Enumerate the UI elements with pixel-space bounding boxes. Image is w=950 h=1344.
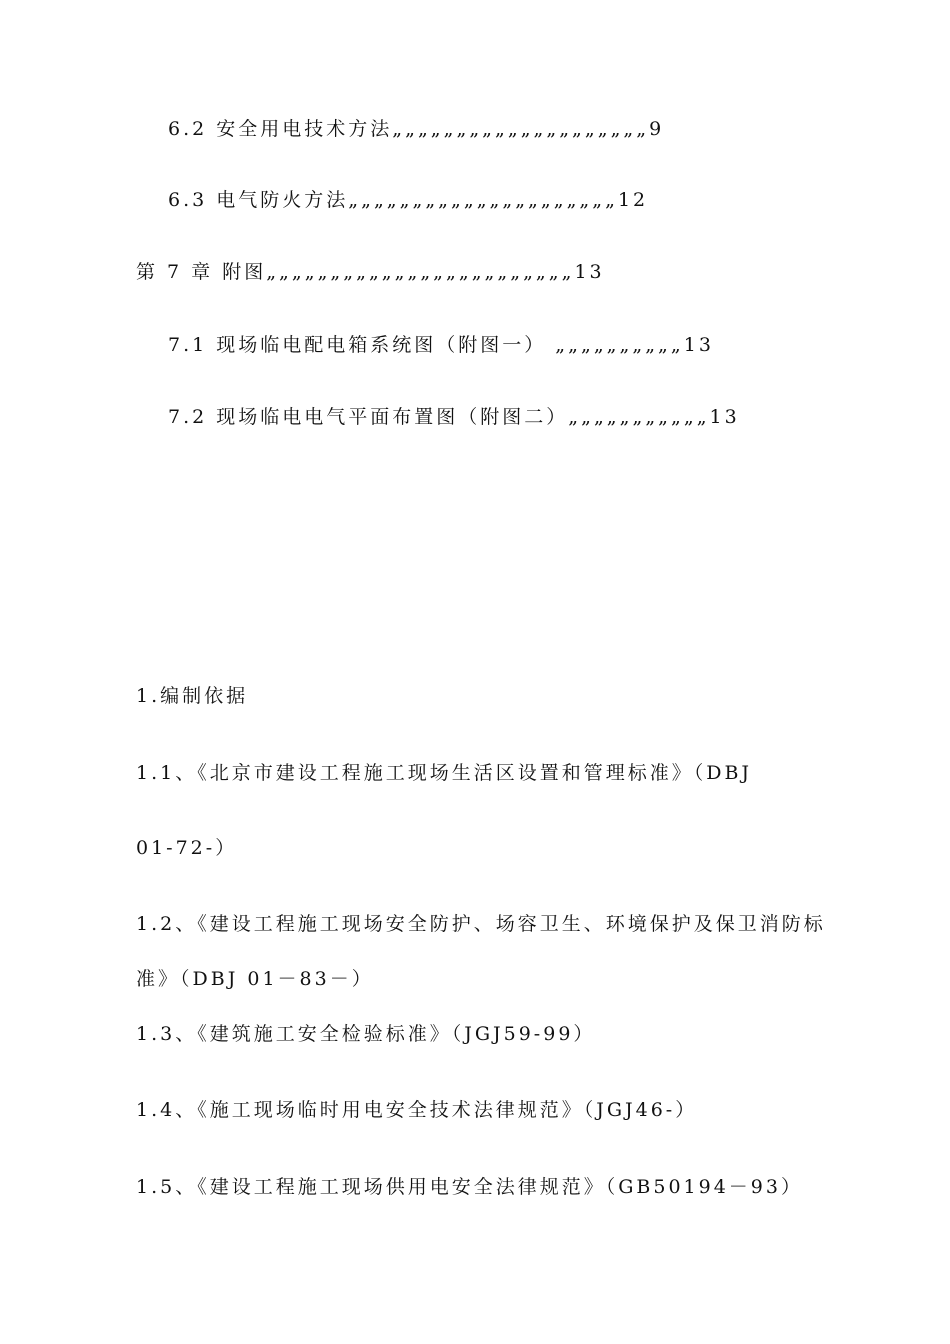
toc-entry-chapter-7: 第 7 章 附图„„„„„„„„„„„„„„„„„„„„„„„„13 (136, 261, 605, 283)
reference-item-1-2: 1.2、《建设工程施工现场安全防护、场容卫生、环境保护及保卫消防标 (136, 913, 826, 935)
reference-item-1-5: 1.5、《建设工程施工现场供用电安全法律规范》（GB50194－93） (136, 1176, 803, 1198)
section-heading: 1.编制依据 (136, 685, 249, 707)
reference-item-1-1-continued: 01-72-） (136, 837, 238, 859)
reference-item-1-2-continued: 准》（DBJ 01－83－） (136, 968, 374, 990)
toc-entry-7-2: 7.2 现场临电电气平面布置图（附图二）„„„„„„„„„„„13 (168, 406, 740, 428)
reference-item-1-3: 1.3、《建筑施工安全检验标准》（JGJ59-99） (136, 1023, 596, 1045)
reference-item-1-1: 1.1、《北京市建设工程施工现场生活区设置和管理标准》（DBJ (136, 762, 753, 784)
toc-entry-6-2: 6.2 安全用电技术方法„„„„„„„„„„„„„„„„„„„„9 (168, 118, 665, 140)
toc-entry-6-3: 6.3 电气防火方法„„„„„„„„„„„„„„„„„„„„„12 (168, 189, 649, 211)
toc-entry-7-1: 7.1 现场临电配电箱系统图（附图一） „„„„„„„„„„13 (168, 334, 714, 356)
reference-item-1-4: 1.4、《施工现场临时用电安全技术法律规范》（JGJ46-） (136, 1099, 698, 1121)
